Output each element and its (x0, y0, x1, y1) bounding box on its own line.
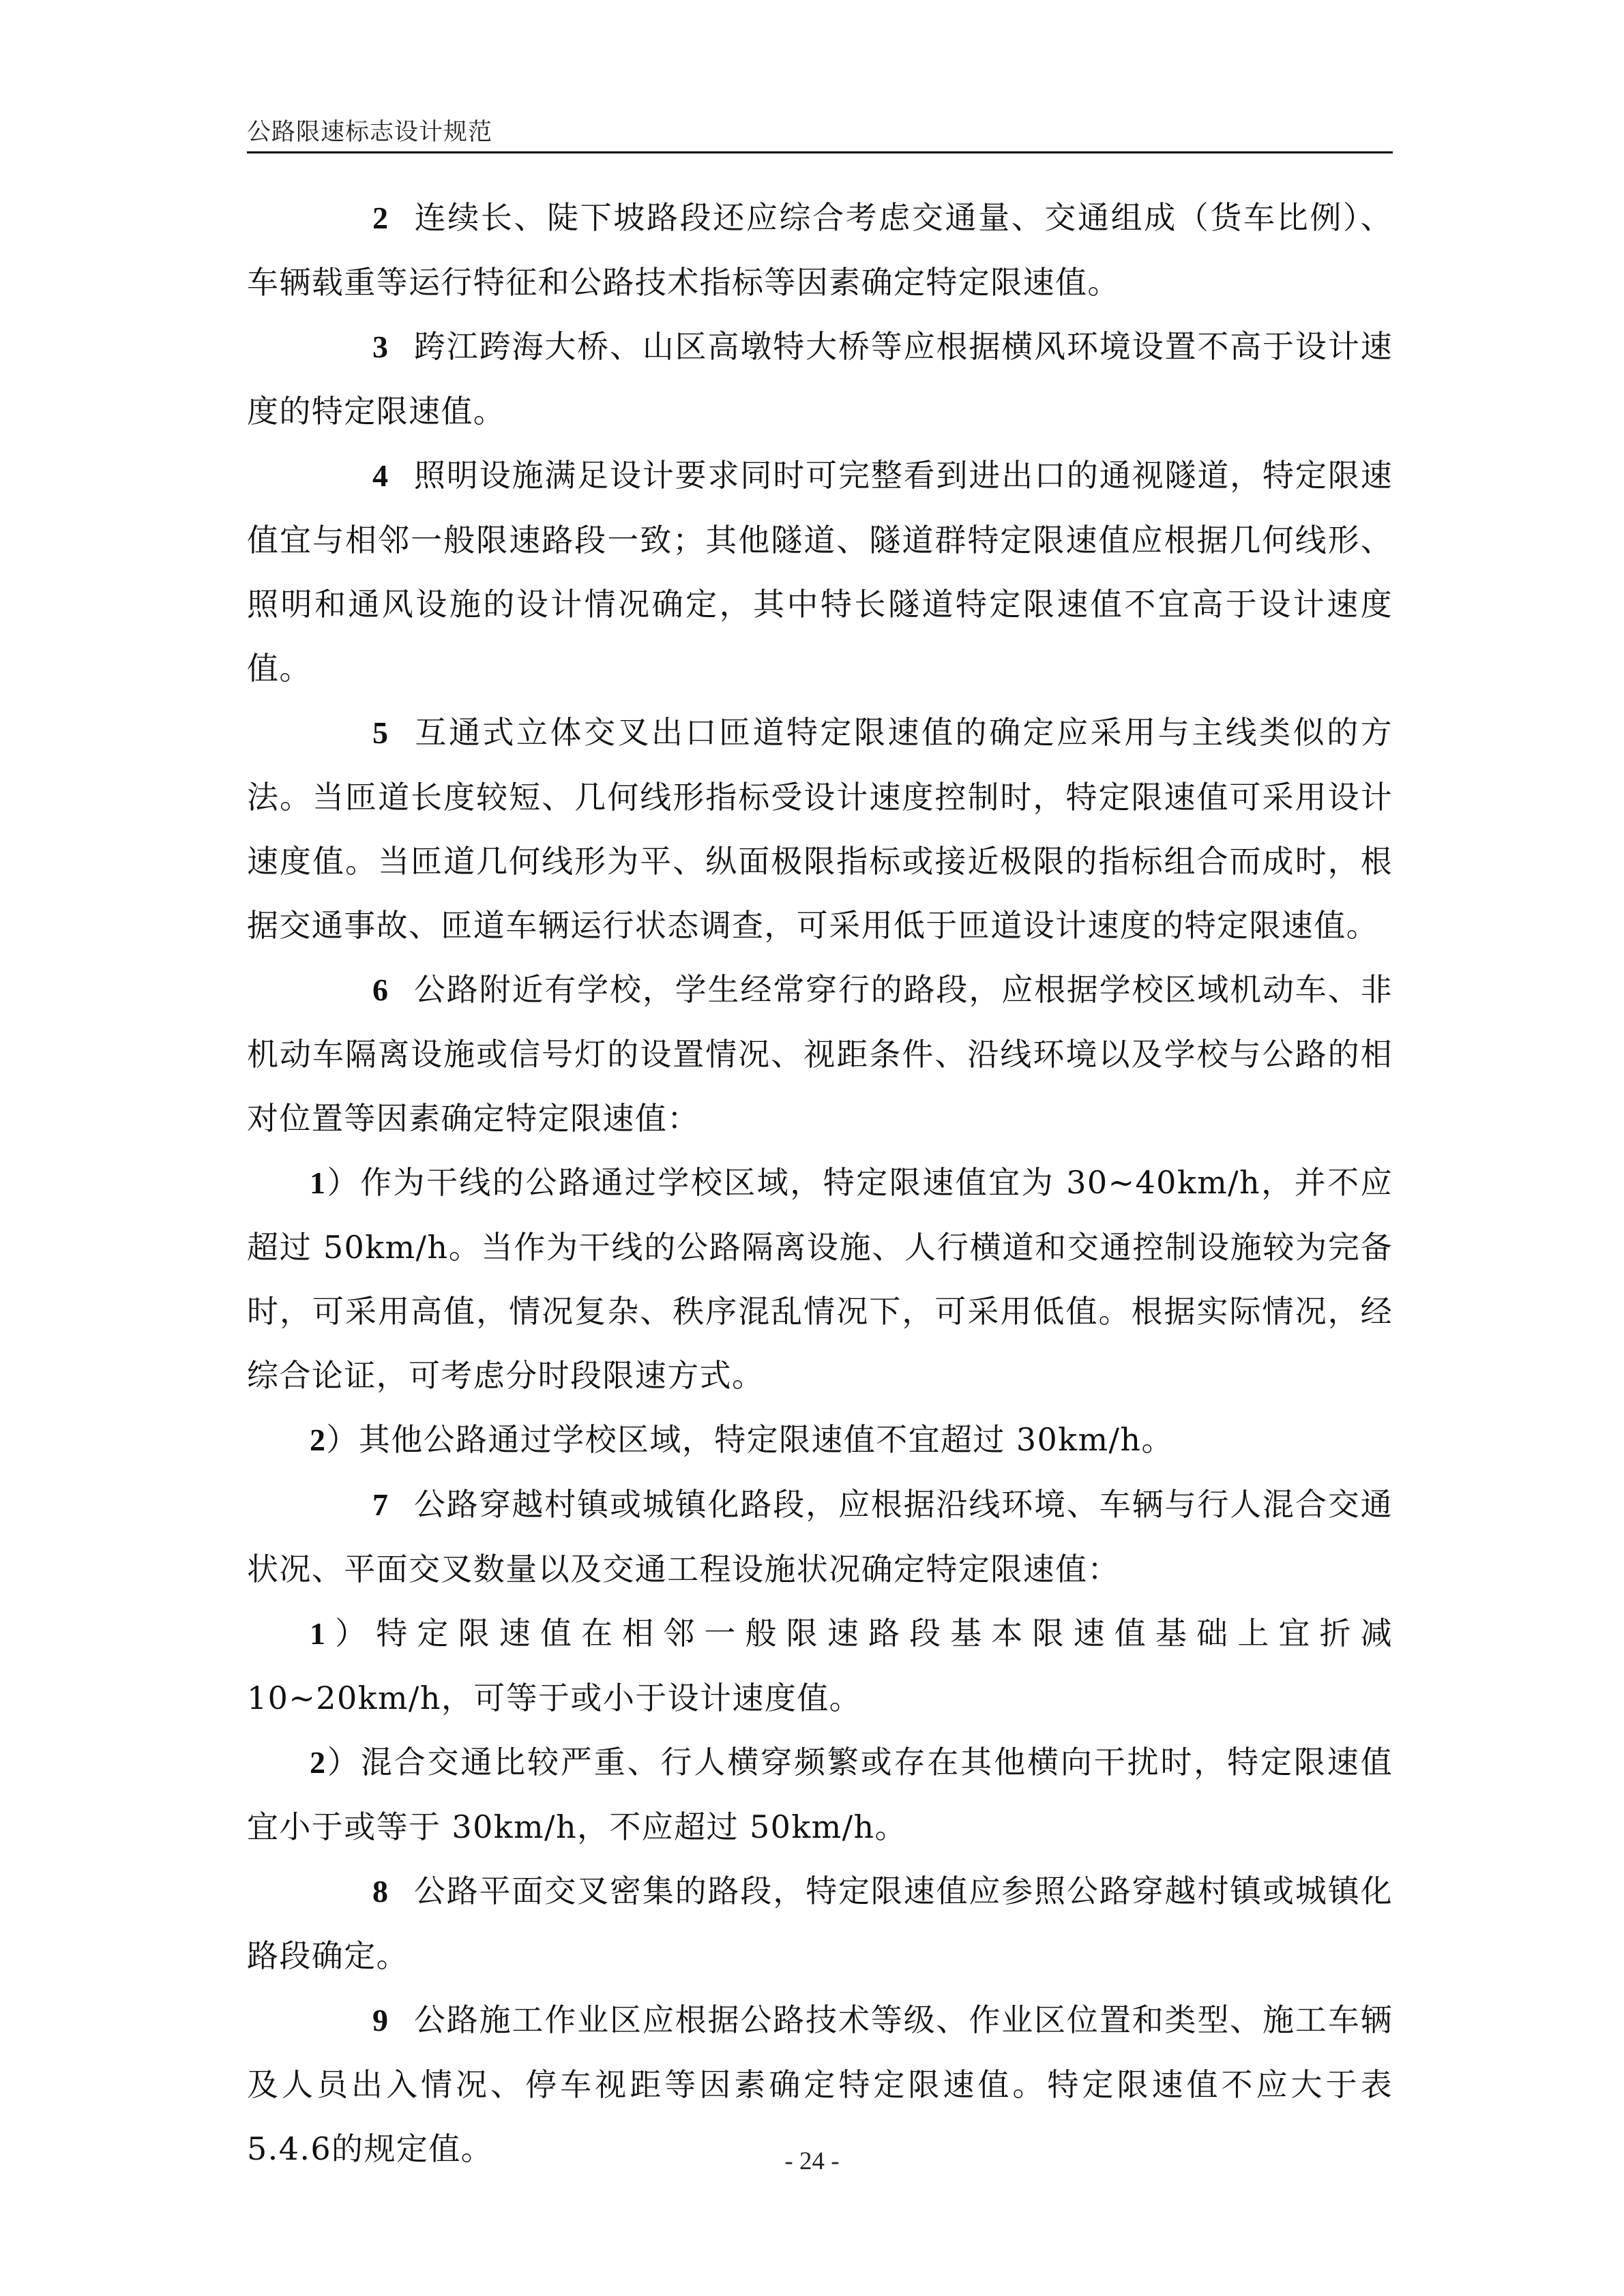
clause-7 (247, 1472, 1393, 1601)
clause-number: 5 (372, 715, 389, 750)
clause-number: 4 (372, 458, 389, 493)
clause-text: 连续长、陡下坡路段还应综合考虑交通量、交通组成（货车比例）、车辆载重等运行特征和公路技术指标等因素确定特定限速值。 (247, 199, 1393, 301)
clause-text: 公路穿越村镇或城镇化路段，应根据沿线环境、车辆与行人混合交通状况、平面交叉数量以及交通工程设施状况确定特定限速值： (247, 1486, 1393, 1587)
body-content (247, 185, 1393, 2181)
page-number: - 24 - (784, 2147, 840, 2175)
item-number: 1 (310, 1616, 327, 1651)
clause-number: 7 (372, 1487, 389, 1522)
clause-text: 公路平面交叉密集的路段，特定限速值应参照公路穿越村镇或城镇化路段确定。 (247, 1873, 1393, 1974)
item-text: 作为干线的公路通过学校区域，特定限速值宜为 30~40km/h，并不应超过 50km/h。当作为干线的公路隔离设施、人行横道和交通控制设施较为完备时，可采用高值，情况复杂、秩序混乱情况下，可采用低值。根据实际情况，经综合论证，可考虑分时段限速方式。 (247, 1164, 1393, 1394)
item-number: 1 (310, 1165, 327, 1200)
item-text: 混合交通比较严重、行人横穿频繁或存在其他横向干扰时，特定限速值宜小于或等于 30km/h，不应超过 50km/h。 (247, 1744, 1393, 1845)
clause-7-item-2: 2）混合交通比较严重、行人横穿频繁或存在其他横向干扰时，特定限速值宜小于或等于 30km/h，不应超过 50km/h。 (247, 1744, 1393, 1845)
item-text: 其他公路通过学校区域，特定限速值不宜超过 30km/h。 (358, 1421, 1174, 1458)
clause-3 (247, 314, 1393, 443)
clause-4 (247, 443, 1393, 700)
clause-5 (247, 700, 1393, 957)
clause-text: 公路施工作业区应根据公路技术等级、作业区位置和类型、施工车辆及人员出入情况、停车视距等因素确定特定限速值。特定限速值不应大于表 5.4.6的规定值。 (247, 2001, 1393, 2167)
clause-text: 跨江跨海大桥、山区高墩特大桥等应根据横风环境设置不高于设计速度的特定限速值。 (247, 328, 1393, 430)
item-number: 2 (310, 1422, 327, 1457)
clause-number: 3 (372, 329, 389, 364)
header-title: 公路限速标志设计规范 (247, 119, 493, 146)
item-number: 2 (310, 1745, 327, 1780)
clause-2 (247, 185, 1393, 314)
clause-number: 9 (372, 2003, 389, 2038)
clause-6-item-1: 1）作为干线的公路通过学校区域，特定限速值宜为 30~40km/h，并不应超过 50km/h。当作为干线的公路隔离设施、人行横道和交通控制设施较为完备时，可采用高值，情况复杂、秩序混乱情况下，可采用低值。根据实际情况，经综合论证，可考虑分时段限速方式。 (247, 1164, 1393, 1394)
clause-6 (247, 957, 1393, 1150)
clause-6-item-2: 2）其他公路通过学校区域，特定限速值不宜超过 30km/h。 (310, 1421, 1174, 1458)
page-header (247, 109, 1393, 153)
clause-number: 6 (372, 972, 389, 1007)
clause-text: 公路附近有学校，学生经常穿行的路段，应根据学校区域机动车、非机动车隔离设施或信号灯的设置情况、视距条件、沿线环境以及学校与公路的相对位置等因素确定特定限速值： (247, 971, 1393, 1137)
clause-text: 互通式立体交叉出口匝道特定限速值的确定应采用与主线类似的方法。当匝道长度较短、几何线形指标受设计速度控制时，特定限速值可采用设计速度值。当匝道几何线形为平、纵面极限指标或接近极限的指标组合而成时，根据交通事故、匝道车辆运行状态调查，可采用低于匝道设计速度的特定限速值。 (247, 714, 1393, 944)
clause-text: 照明设施满足设计要求同时可完整看到进出口的通视隧道，特定限速值宜与相邻一般限速路段一致；其他隧道、隧道群特定限速值应根据几何线形、照明和通风设施的设计情况确定，其中特长隧道特定限速值不宜高于设计速度值。 (247, 457, 1393, 687)
clause-7-item-1: 1）特定限速值在相邻一般限速路段基本限速值基础上宜折减 10~20km/h，可等于或小于设计速度值。 (247, 1615, 1393, 1716)
clause-number: 2 (372, 200, 389, 235)
clause-8 (247, 1859, 1393, 1988)
clause-number: 8 (372, 1874, 389, 1909)
item-text: 特定限速值在相邻一般限速路段基本限速值基础上宜折减 10~20km/h，可等于或小于设计速度值。 (247, 1615, 1393, 1716)
